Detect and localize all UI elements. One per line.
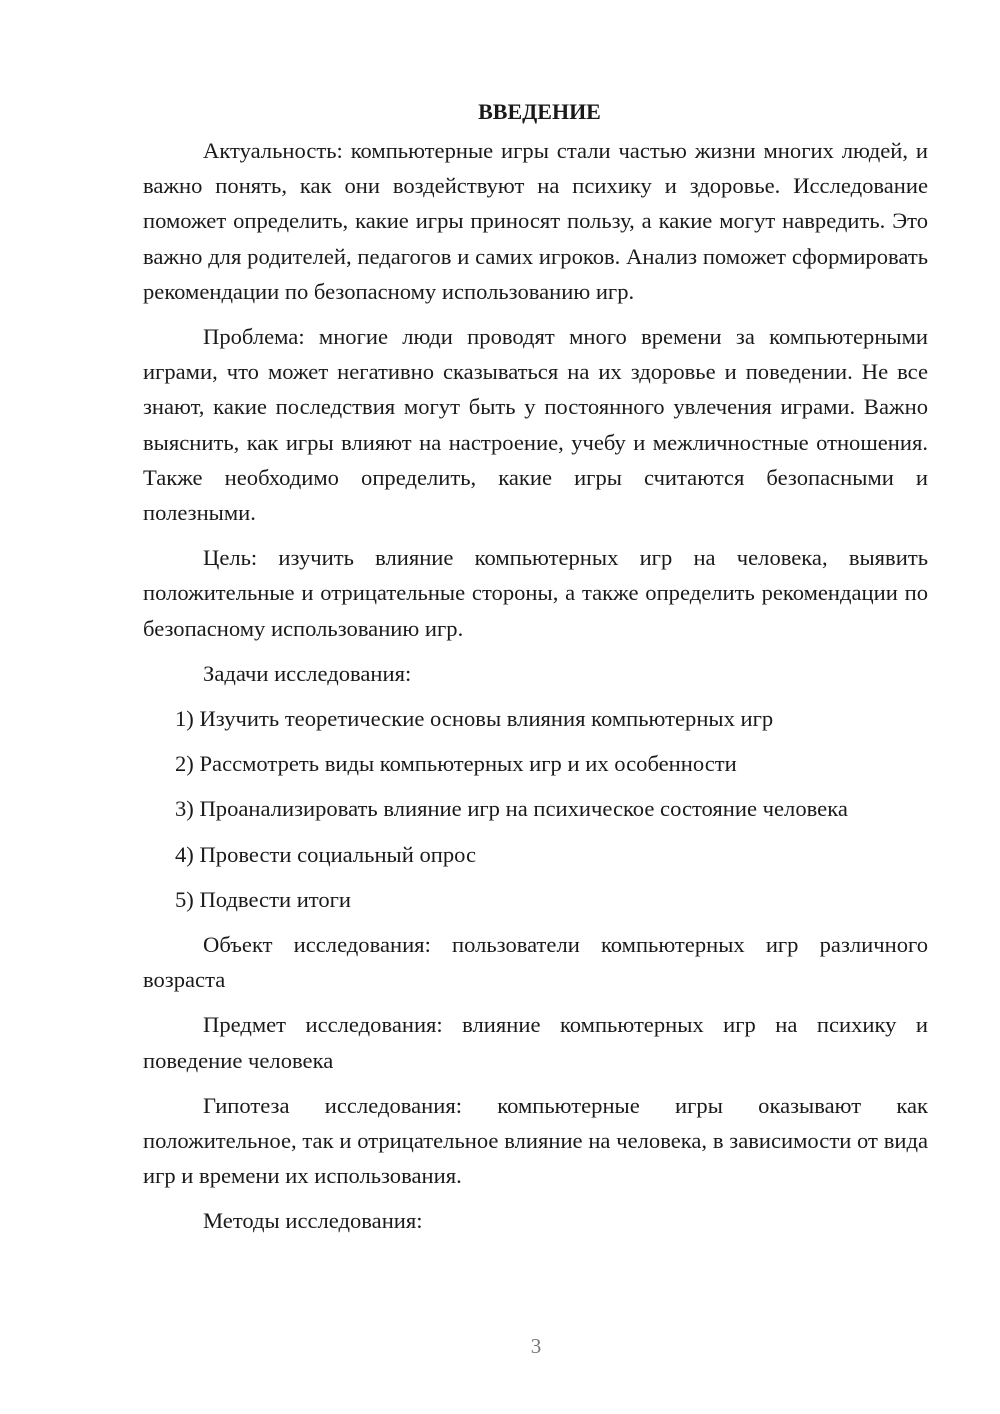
task-item: 5) Подвести итоги [175, 886, 352, 912]
task-item: 2) Рассмотреть виды компьютерных игр и их особенности [175, 751, 737, 777]
task-item: 3) Проанализировать влияние игр на психическое состояние человека [175, 796, 848, 822]
page-number: 3 [530, 1334, 542, 1358]
relevance-paragraph: Актуальность: компьютерные игры стали частью жизни многих людей, и важно понять, как они воздействуют на психику и здоровье. Исследование поможет определить, какие игры приносят пользу, а какие могут навредить. Это важно для родителей, педагогов и самих игроков. Анализ поможет сформировать рекомендации по безопасному использованию игр. [143, 138, 928, 304]
hypothesis-paragraph: Гипотеза исследования: компьютерные игры оказывают как положительное, так и отрицательное влияние на человека, в зависимости от вида игр и времени их использования. [143, 1092, 928, 1189]
tasks-list [143, 701, 928, 917]
page-content [143, 98, 928, 1249]
object-paragraph: Объект исследования: пользователи компьютерных игр различного возраста [143, 932, 928, 993]
task-item: 1) Изучить теоретические основы влияния компьютерных игр [175, 706, 774, 732]
tasks-heading: Задачи исследования: [203, 660, 412, 686]
methods-heading: Методы исследования: [203, 1208, 423, 1234]
subject-paragraph: Предмет исследования: влияние компьютерных игр на психику и поведение человека [143, 1012, 928, 1073]
task-item: 4) Провести социальный опрос [175, 841, 477, 867]
page-title: ВВЕДЕНИЕ [478, 99, 601, 124]
goal-paragraph: Цель: изучить влияние компьютерных игр на человека, выявить положительные и отрицательные стороны, а также определить рекомендации по безопасному использованию игр. [143, 545, 928, 641]
problem-paragraph: Проблема: многие люди проводят много времени за компьютерными играми, что может негативно сказываться на их здоровье и поведении. Не все знают, какие последствия могут быть у постоянного увлечения играми. Важно выяснить, как игры влияют на настроение, учебу и межличностные отношения. Также необходимо определить, какие игры считаются безопасными и полезными. [143, 324, 928, 526]
